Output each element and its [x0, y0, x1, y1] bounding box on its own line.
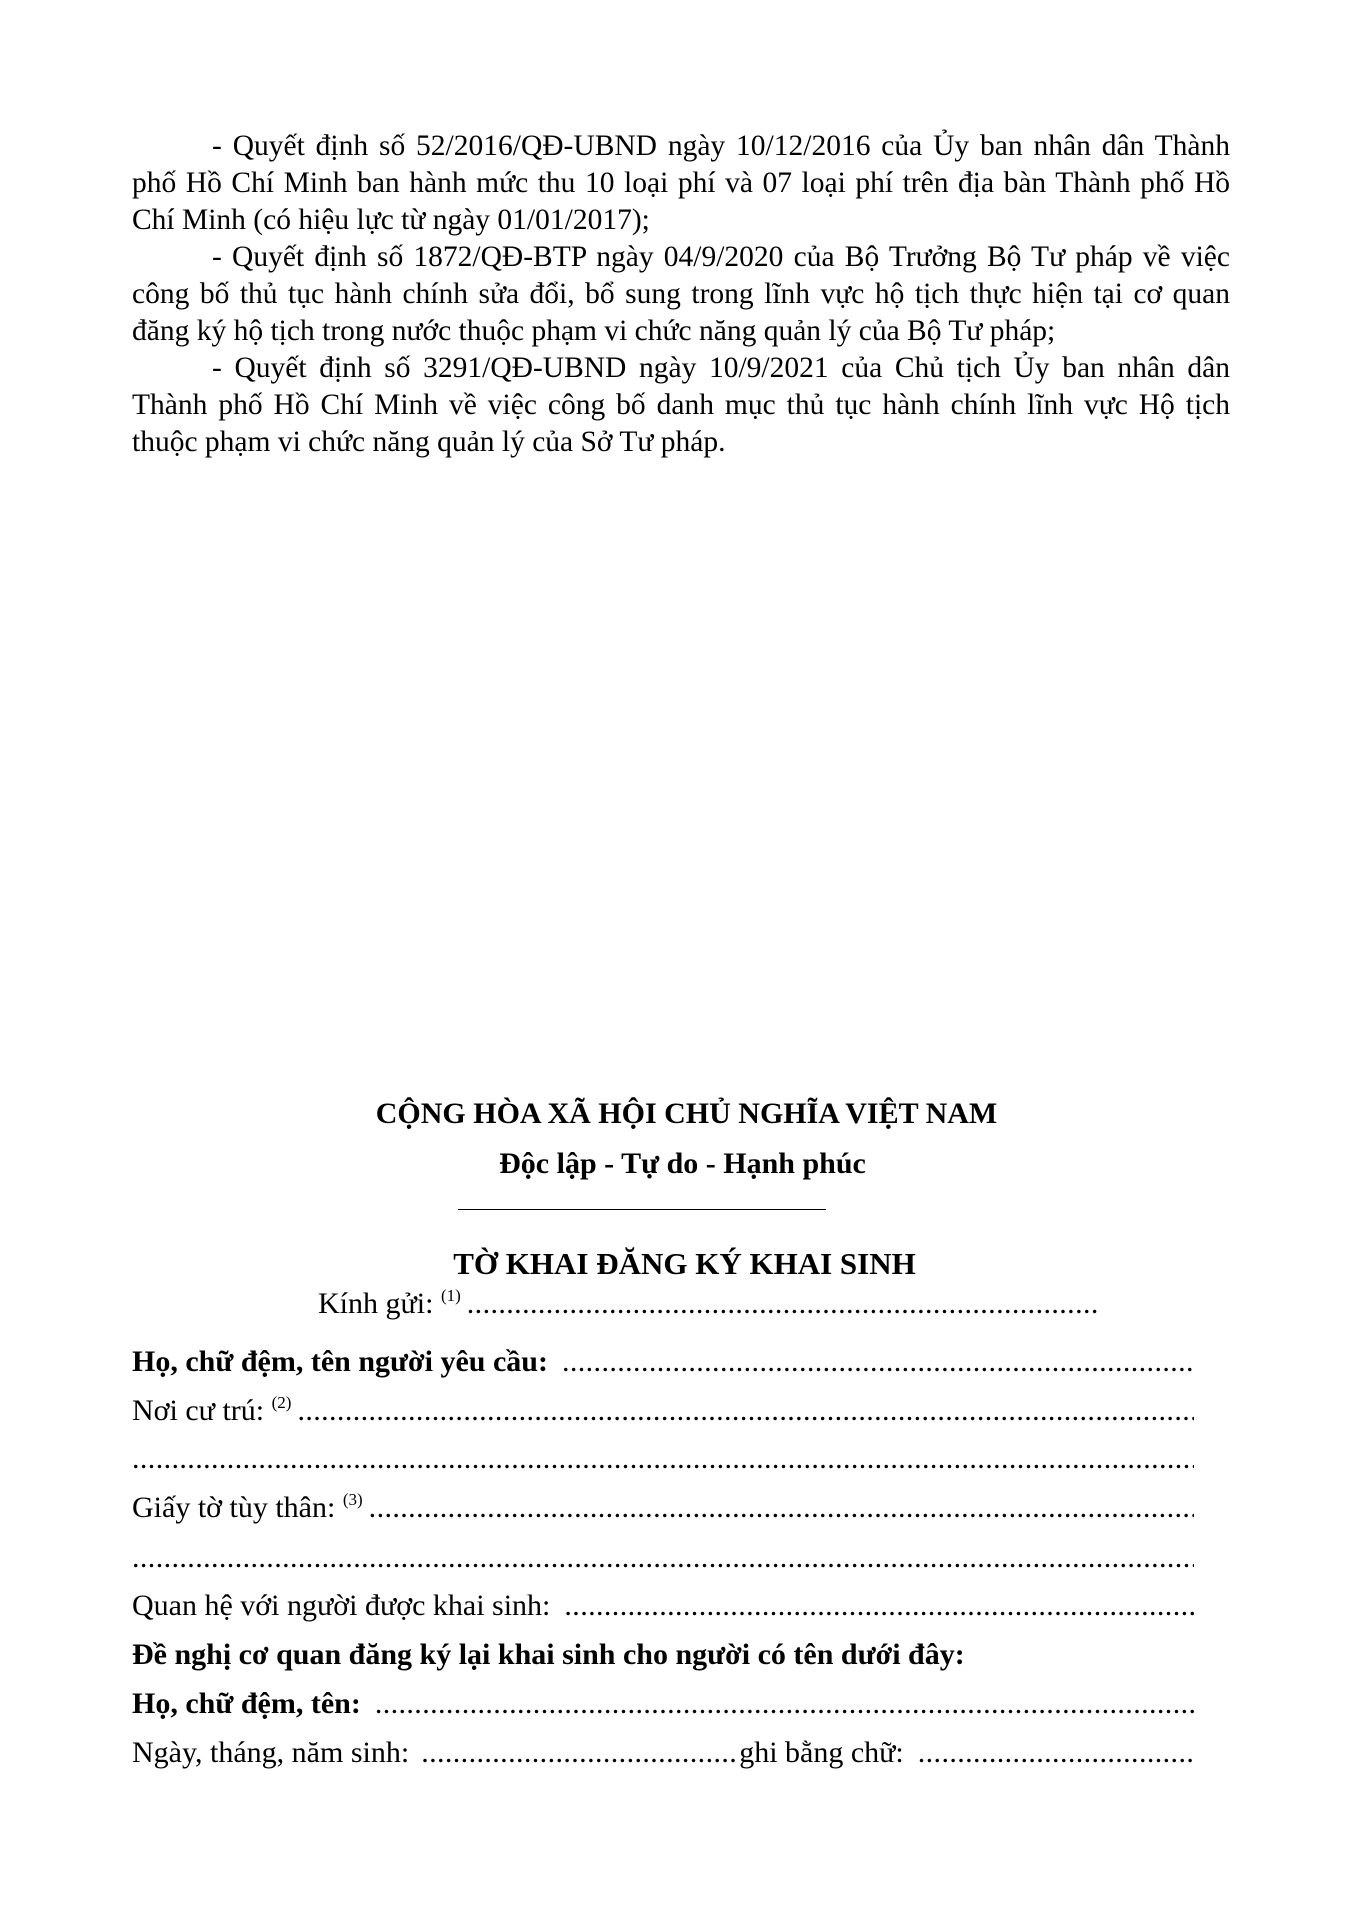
fill-line — [421, 1735, 739, 1771]
footnote-marker: (1) — [440, 1286, 461, 1305]
fill-line — [562, 1344, 1194, 1380]
fill-line — [918, 1735, 1194, 1771]
id-document-continuation-field[interactable] — [132, 1540, 1194, 1576]
request-statement-text: Đề nghị cơ quan đăng ký lại khai sinh cho người có tên dưới đây: — [132, 1638, 965, 1671]
form-title: TỜ KHAI ĐĂNG KÝ KHAI SINH — [453, 1246, 916, 1281]
fill-line — [564, 1588, 1194, 1624]
subject-name-field[interactable] — [132, 1686, 1194, 1722]
residence-field[interactable] — [132, 1393, 1194, 1429]
residence-label: Nơi cư trú: $^{(2)}$ — [132, 1393, 292, 1427]
residence-continuation-field[interactable] — [132, 1441, 1194, 1477]
subject-name-label: Họ, chữ đệm, tên: — [132, 1687, 361, 1720]
footnote-marker: (3) — [342, 1490, 363, 1509]
recipient-field[interactable] — [318, 1286, 1098, 1322]
fill-line — [375, 1686, 1194, 1722]
recipient-label: Kính gửi: $^{(1)}$ — [318, 1286, 461, 1320]
reference-item: - Quyết định số 1872/QĐ-BTP ngày 04/9/2020 của Bộ Trưởng Bộ Tư pháp về việc công bố thủ tục hành chính sửa đổi, bổ sung trong lĩnh vực hộ tịch thực hiện tại cơ quan đăng ký hộ tịch trong nước thuộc phạm vi chức năng quản lý của Bộ Tư pháp; — [132, 241, 1230, 347]
fill-line — [297, 1393, 1194, 1429]
id-document-field[interactable] — [132, 1490, 1194, 1526]
dob-label: Ngày, tháng, năm sinh: — [132, 1736, 410, 1769]
dob-words-label: ghi bằng chữ: — [739, 1736, 904, 1769]
reference-item: - Quyết định số 52/2016/QĐ-UBND ngày 10/12/2016 của Ủy ban nhân dân Thành phố Hồ Chí Minh ban hành mức thu 10 loại phí và 07 loại phí trên địa bàn Thành phố Hồ Chí Minh (có hiệu lực từ ngày 01/01/2017); — [132, 130, 1230, 236]
national-motto: Độc lập - Tự do - Hạnh phúc — [499, 1147, 866, 1180]
id-document-label: Giấy tờ tùy thân: $^{(3)}$ — [132, 1490, 363, 1524]
reference-item: - Quyết định số 3291/QĐ-UBND ngày 10/9/2021 của Chủ tịch Ủy ban nhân dân Thành phố Hồ Chí Minh về việc công bố danh mục thủ tục hành chính lĩnh vực Hộ tịch thuộc phạm vi chức năng quản lý của Sở Tư pháp. — [132, 352, 1230, 458]
requester-name-label: Họ, chữ đệm, tên người yêu cầu: — [132, 1345, 548, 1378]
relationship-label: Quan hệ với người được khai sinh: — [132, 1589, 551, 1622]
fill-line — [467, 1286, 1098, 1322]
request-statement — [132, 1637, 1194, 1673]
date-of-birth-field[interactable] — [132, 1735, 1194, 1771]
relationship-field[interactable] — [132, 1588, 1194, 1624]
legal-references — [132, 128, 1230, 461]
national-title: CỘNG HÒA XÃ HỘI CHỦ NGHĨA VIỆT NAM — [375, 1097, 998, 1130]
header-divider — [458, 1209, 826, 1210]
requester-name-field[interactable] — [132, 1344, 1194, 1380]
fill-line — [132, 1441, 1194, 1477]
footnote-marker: (2) — [271, 1393, 292, 1412]
fill-line — [369, 1490, 1194, 1526]
fill-line — [132, 1540, 1194, 1576]
